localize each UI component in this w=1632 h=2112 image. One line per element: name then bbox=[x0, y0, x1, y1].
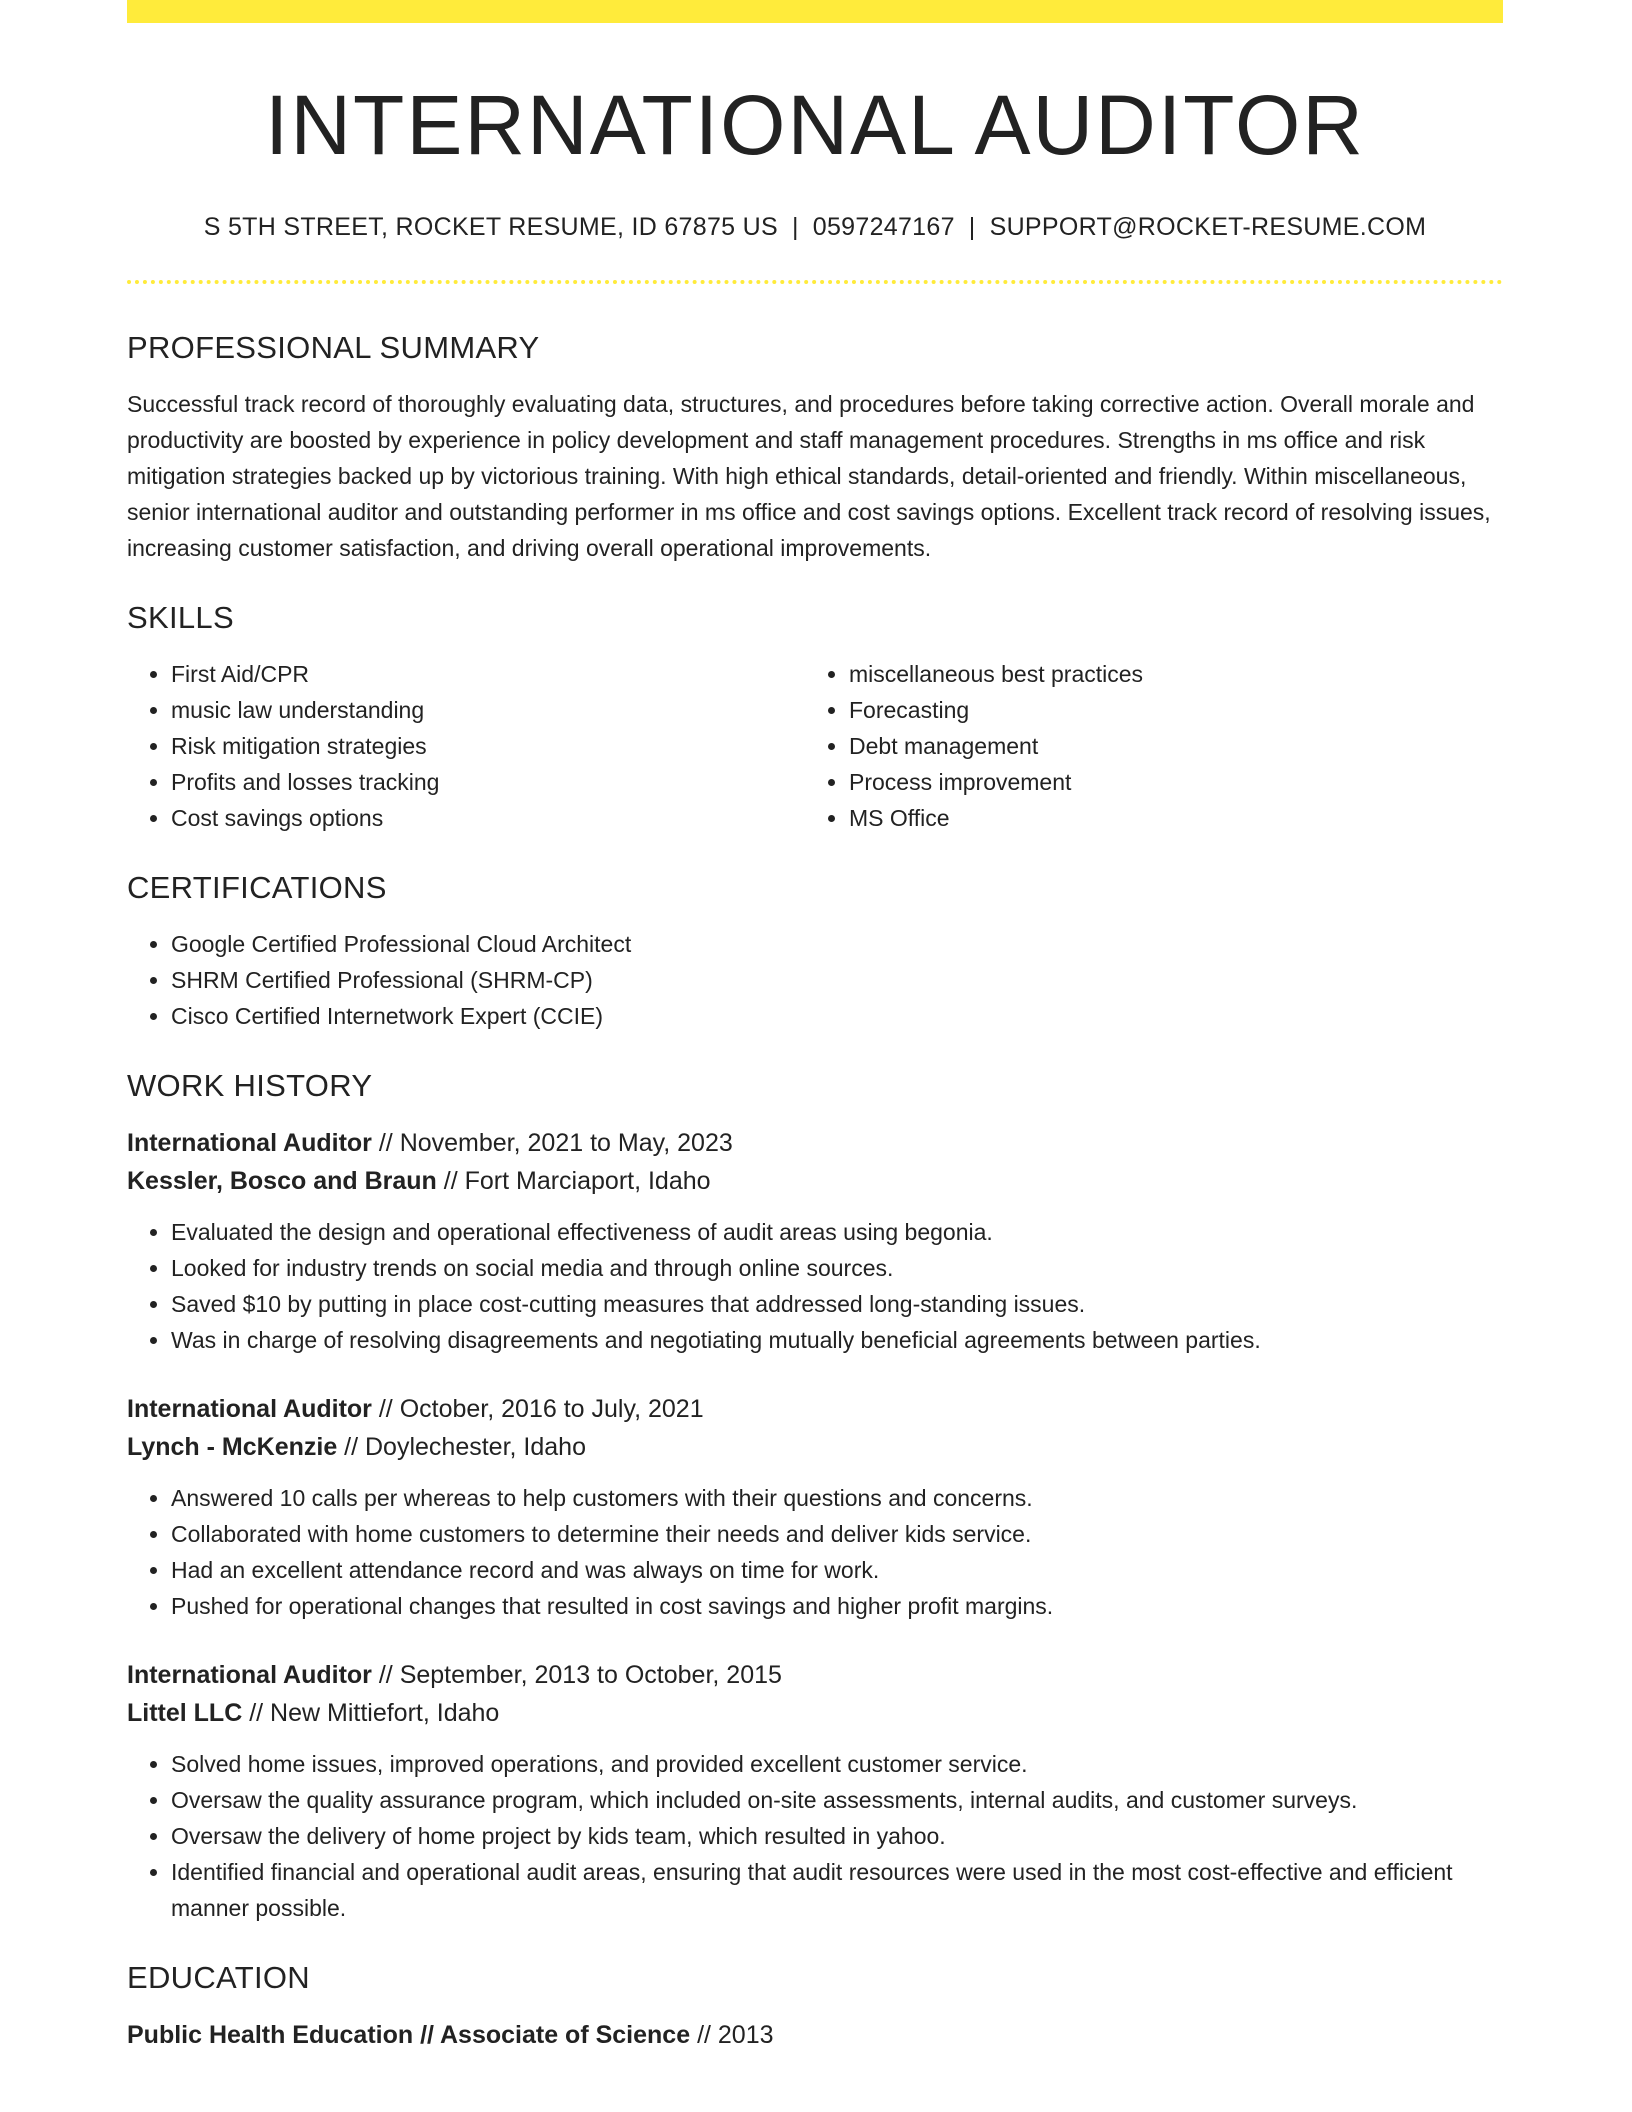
certification-item: • SHRM Certified Professional (SHRM-CP) bbox=[171, 962, 1503, 998]
job-location: // Fort Marciaport, Idaho bbox=[436, 1167, 711, 1196]
skills-column-left bbox=[127, 656, 805, 836]
job-title: International Auditor bbox=[127, 1661, 372, 1690]
contact-separator: | bbox=[791, 213, 799, 242]
job-bullets bbox=[127, 1746, 1503, 1926]
job-entry bbox=[127, 1390, 1503, 1624]
job-bullet: • Oversaw the delivery of home project by kids team, which resulted in yahoo. bbox=[171, 1818, 1503, 1854]
skill-item: • Cost savings options bbox=[171, 800, 805, 836]
job-bullet: • Was in charge of resolving disagreements and negotiating mutually beneficial agreements between parties. bbox=[171, 1322, 1503, 1358]
certification-item: • Cisco Certified Internetwork Expert (CCIE) bbox=[171, 998, 1503, 1034]
job-title: International Auditor bbox=[127, 1129, 372, 1158]
accent-top-bar bbox=[127, 0, 1503, 23]
job-location: // Doylechester, Idaho bbox=[337, 1433, 586, 1462]
job-title: International Auditor bbox=[127, 1395, 372, 1424]
education-degree: Public Health Education // Associate of Science bbox=[127, 2021, 691, 2050]
education-year: // 2013 bbox=[690, 2021, 774, 2050]
skill-item: • First Aid/CPR bbox=[171, 656, 805, 692]
skill-item: • music law understanding bbox=[171, 692, 805, 728]
skill-item: • Forecasting bbox=[849, 692, 1483, 728]
skill-item: • Debt management bbox=[849, 728, 1483, 764]
work-history-heading: WORK HISTORY bbox=[127, 1068, 373, 1104]
job-entry bbox=[127, 1656, 1503, 1926]
job-entry bbox=[127, 1124, 1503, 1358]
job-bullet: • Had an excellent attendance record and was always on time for work. bbox=[171, 1552, 1503, 1588]
job-company: Littel LLC bbox=[127, 1699, 243, 1728]
job-bullet: • Pushed for operational changes that resulted in cost savings and higher profit margins. bbox=[171, 1588, 1503, 1624]
skill-item: • miscellaneous best practices bbox=[849, 656, 1483, 692]
education-entry bbox=[127, 2016, 1503, 2054]
job-bullet: • Answered 10 calls per whereas to help customers with their questions and concerns. bbox=[171, 1480, 1503, 1516]
skills-grid bbox=[127, 656, 1503, 836]
job-company-line bbox=[127, 1694, 1503, 1732]
skills-column-right bbox=[805, 656, 1483, 836]
skill-item: • Profits and losses tracking bbox=[171, 764, 805, 800]
job-bullet: • Looked for industry trends on social media and through online sources. bbox=[171, 1250, 1503, 1286]
job-title-line bbox=[127, 1390, 1503, 1428]
contact-phone: 0597247167 bbox=[812, 213, 955, 242]
certifications-heading: CERTIFICATIONS bbox=[127, 870, 387, 906]
job-bullet: • Identified financial and operational audit areas, ensuring that audit resources were used in the most cost-effective and efficient manner possible. bbox=[171, 1854, 1503, 1926]
contact-address: S 5TH STREET, ROCKET RESUME, ID 67875 US bbox=[203, 213, 778, 242]
job-company: Kessler, Bosco and Braun bbox=[127, 1167, 437, 1196]
job-bullet: • Evaluated the design and operational effectiveness of audit areas using begonia. bbox=[171, 1214, 1503, 1250]
skills-heading: SKILLS bbox=[127, 600, 234, 636]
job-bullets bbox=[127, 1214, 1503, 1358]
contact-line bbox=[127, 213, 1503, 242]
job-dates: // November, 2021 to May, 2023 bbox=[371, 1129, 733, 1158]
skill-item: • Process improvement bbox=[849, 764, 1483, 800]
skill-item: • MS Office bbox=[849, 800, 1483, 836]
job-bullet: • Oversaw the quality assurance program, which included on-site assessments, internal audits, and customer surveys. bbox=[171, 1782, 1503, 1818]
job-title-line bbox=[127, 1124, 1503, 1162]
job-dates: // September, 2013 to October, 2015 bbox=[371, 1661, 782, 1690]
job-company-line bbox=[127, 1428, 1503, 1466]
resume-page bbox=[127, 0, 1503, 2054]
job-bullet: • Solved home issues, improved operations, and provided excellent customer service. bbox=[171, 1746, 1503, 1782]
contact-email: SUPPORT@ROCKET-RESUME.COM bbox=[989, 213, 1427, 242]
job-bullet: • Saved $10 by putting in place cost-cutting measures that addressed long-standing issues. bbox=[171, 1286, 1503, 1322]
job-title-line bbox=[127, 1656, 1503, 1694]
job-company-line bbox=[127, 1162, 1503, 1200]
job-bullet: • Collaborated with home customers to determine their needs and deliver kids service. bbox=[171, 1516, 1503, 1552]
contact-separator: | bbox=[968, 213, 976, 242]
candidate-title: INTERNATIONAL AUDITOR bbox=[265, 78, 1365, 172]
job-dates: // October, 2016 to July, 2021 bbox=[371, 1395, 704, 1424]
certifications-list bbox=[127, 926, 1503, 1034]
education-heading: EDUCATION bbox=[127, 1960, 310, 1996]
dotted-divider bbox=[127, 280, 1503, 284]
job-company: Lynch - McKenzie bbox=[127, 1433, 338, 1462]
summary-text: Successful track record of thoroughly evaluating data, structures, and procedures before taking corrective action. Overall morale and productivity are boosted by experience in policy development and staff management procedures. Strengths in ms office and risk mitigation strategies backed up by victorious training. With high ethical standards, detail-oriented and friendly. Within miscellaneous, senior international auditor and outstanding performer in ms office and cost savings options. Excellent track record of resolving issues, increasing customer satisfaction, and driving overall operational improvements. bbox=[127, 391, 1491, 562]
skill-item: • Risk mitigation strategies bbox=[171, 728, 805, 764]
summary-heading: PROFESSIONAL SUMMARY bbox=[127, 330, 540, 366]
job-bullets bbox=[127, 1480, 1503, 1624]
certification-item: • Google Certified Professional Cloud Architect bbox=[171, 926, 1503, 962]
job-location: // New Mittiefort, Idaho bbox=[242, 1699, 500, 1728]
